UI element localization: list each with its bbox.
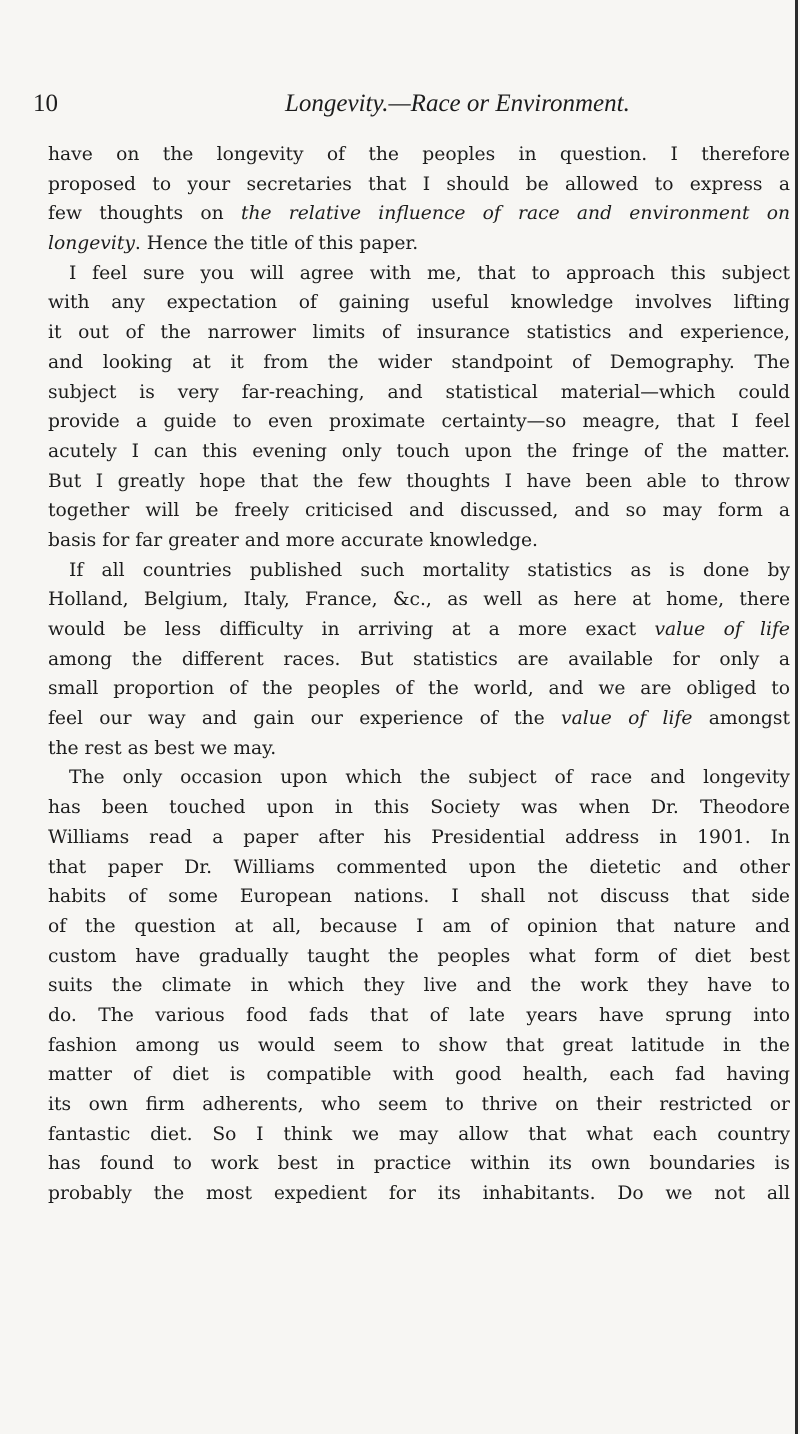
body-text [48, 140, 790, 1209]
text-line [48, 229, 790, 259]
line-text: has found to work best in practice within its own boundaries is [48, 1153, 790, 1175]
line-text: If all countries published such mortality statistics as is done by [69, 559, 790, 581]
text-line [48, 556, 790, 586]
text-line [48, 407, 790, 437]
page-edge-shadow [795, 0, 798, 1434]
line-text: feel our way and gain our experience of the [48, 708, 562, 730]
line-text: amongst [692, 708, 790, 730]
italic-text: the relative influence of race and environment on [240, 203, 790, 225]
line-text: suits the climate in which they live and the work they have to [48, 975, 790, 997]
text-line [48, 467, 790, 497]
text-line [48, 140, 790, 170]
line-text: of the question at all, because I am of opinion that nature and [48, 915, 790, 937]
text-line [48, 288, 790, 318]
text-line [48, 1149, 790, 1179]
line-text: it out of the narrower limits of insurance statistics and experience, [48, 322, 790, 344]
text-line [48, 1060, 790, 1090]
line-text: among the different races. But statistics are available for only a [48, 648, 790, 670]
line-text: that paper Dr. Williams commented upon the dietetic and other [48, 856, 790, 878]
line-text: with any expectation of gaining useful knowledge involves lifting [48, 292, 790, 314]
text-line [48, 763, 790, 793]
text-line [48, 199, 790, 229]
text-line [48, 912, 790, 942]
text-line [48, 378, 790, 408]
text-line [48, 942, 790, 972]
text-line [48, 971, 790, 1001]
line-text: would be less difficulty in arriving at a more exact [48, 619, 655, 640]
line-text: small proportion of the peoples of the world, and we are obliged to [48, 678, 790, 700]
text-line [48, 823, 790, 853]
text-line [48, 1179, 790, 1209]
text-line [48, 259, 790, 289]
running-title: Longevity.—Race or Environment. [285, 90, 630, 117]
text-line [48, 318, 790, 348]
text-line [48, 496, 790, 526]
line-text: and looking at it from the wider standpoint of Demography. The [48, 351, 790, 373]
italic-text: value of life [654, 619, 790, 640]
line-text: few thoughts on [48, 203, 241, 225]
text-line [48, 882, 790, 912]
text-line [48, 170, 790, 200]
line-text: the rest as best we may. [48, 737, 277, 759]
line-text: together will be freely criticised and discussed, and so may form a [48, 500, 790, 522]
line-text: custom have gradually taught the peoples what form of diet best [48, 945, 790, 967]
text-line [48, 704, 790, 734]
text-line [48, 674, 790, 704]
line-text: do. The various food fads that of late years have sprung into [48, 1004, 790, 1026]
line-text: fantastic diet. So I think we may allow that what each country [48, 1123, 790, 1145]
text-line [48, 793, 790, 823]
line-text: acutely I can this evening only touch upon the fringe of the matter. [48, 440, 790, 462]
text-line [48, 615, 790, 645]
text-line [48, 348, 790, 378]
line-text: Holland, Belgium, Italy, France, &c., as well as here at home, there [48, 589, 790, 611]
line-text: The only occasion upon which the subject of race and longevity [69, 767, 790, 789]
text-line [48, 645, 790, 675]
page-header [33, 90, 733, 124]
line-text: matter of diet is compatible with good health, each fad having [48, 1064, 790, 1086]
line-text: probably the most expedient for its inhabitants. Do we not all [48, 1183, 790, 1205]
text-line [48, 1031, 790, 1061]
text-line [48, 853, 790, 883]
line-text: . Hence the title of this paper. [134, 233, 419, 255]
line-text: habits of some European nations. I shall not discuss that side [48, 886, 790, 908]
text-line [48, 585, 790, 615]
line-text: basis for far greater and more accurate knowledge. [48, 529, 538, 551]
text-line [48, 437, 790, 467]
text-line [48, 1001, 790, 1031]
line-text: fashion among us would seem to show that great latitude in the [48, 1034, 790, 1056]
italic-text: value of life [561, 708, 693, 730]
line-text: have on the longevity of the peoples in question. I therefore [48, 144, 790, 165]
page-number: 10 [33, 90, 58, 117]
line-text: I feel sure you will agree with me, that to approach this subject [69, 262, 790, 284]
line-text: Williams read a paper after his Presidential address in 1901. In [48, 826, 790, 848]
line-text: has been touched upon in this Society was when Dr. Theodore [48, 797, 790, 819]
line-text: subject is very far-reaching, and statistical material—which could [48, 381, 790, 403]
text-line [48, 734, 790, 764]
line-text: its own firm adherents, who seem to thrive on their restricted or [48, 1094, 790, 1115]
text-line [48, 1120, 790, 1150]
line-text: provide a guide to even proximate certainty—so meagre, that I feel [48, 411, 790, 433]
line-text: But I greatly hope that the few thoughts I have been able to throw [48, 470, 790, 492]
line-text: proposed to your secretaries that I should be allowed to express a [48, 173, 790, 195]
italic-text: longevity [48, 233, 135, 255]
text-line [48, 526, 790, 556]
text-line [48, 1090, 790, 1120]
